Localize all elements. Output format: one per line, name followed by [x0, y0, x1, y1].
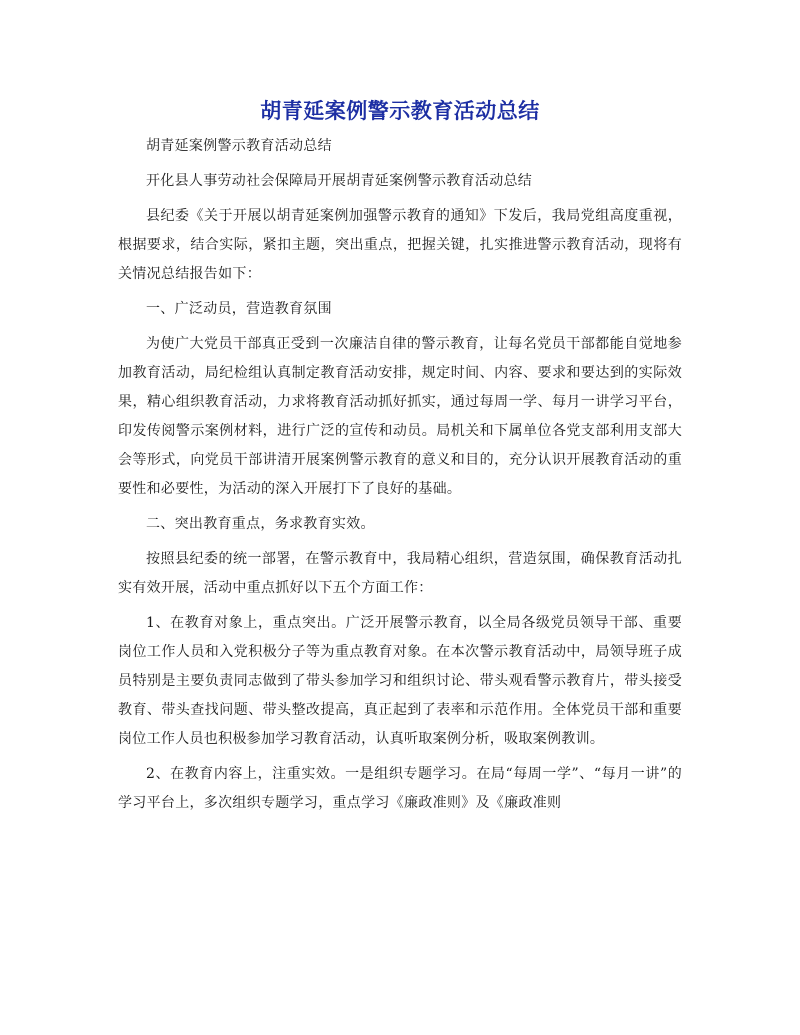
paragraph-subtitle-full: 开化县人事劳动社会保障局开展胡青延案例警示教育活动总结 — [146, 173, 533, 189]
document-title: 胡青延案例警示教育活动总结 — [260, 99, 540, 123]
paragraph-subtitle: 胡青延案例警示教育活动总结 — [146, 138, 332, 154]
section-heading-1: 一、广泛动员，营造教育氛围 — [146, 301, 332, 317]
section-heading-2: 二、突出教育重点，务求教育实效。 — [146, 516, 375, 532]
paragraph-item-1: 1、在教育对象上，重点突出。广泛开展警示教育，以全局各级党员领导干部、重要岗位工作人员和入党积极分子等为重点教育对象。在本次警示教育活动中，局领导班子成员特别是主要负责同志做到了带头参加学习和组织讨论、带头观看警示教育片，带头接受教育、带头查找问题、带头整改提高，真正起到了表率和示范作用。全体党员干部和重要岗位工作人员也积极参加学习教育活动，认真听取案例分析，吸取案例教训。 — [118, 615, 682, 747]
paragraph-item-2: 2、在教育内容上，注重实效。一是组织专题学习。在局“每周一学”、“每月一讲”的学习平台上，多次组织专题学习，重点学习《廉政准则》及《廉政准则 — [118, 766, 682, 811]
document-body — [118, 132, 682, 818]
paragraph-section-1: 为使广大党员干部真正受到一次廉洁自律的警示教育，让每名党员干部都能自觉地参加教育活动，局纪检组认真制定教育活动安排，规定时间、内容、要求和要达到的实际效果，精心组织教育活动，力求将教育活动抓好抓实，通过每周一学、每月一讲学习平台，印发传阅警示案例材料，进行广泛的宣传和动员。局机关和下属单位各党支部利用支部大会等形式，向党员干部讲清开展案例警示教育的意义和目的，充分认识开展教育活动的重要性和必要性，为活动的深入开展打下了良好的基础。 — [118, 336, 682, 497]
paragraph-intro: 县纪委《关于开展以胡青延案例加强警示教育的通知》下发后，我局党组高度重视，根据要求，结合实际，紧扣主题，突出重点，把握关键，扎实推进警示教育活动，现将有关情况总结报告如下： — [118, 208, 682, 282]
paragraph-section-2-intro: 按照县纪委的统一部署，在警示教育中，我局精心组织，营造氛围，确保教育活动扎实有效开展，活动中重点抓好以下五个方面工作： — [118, 551, 682, 596]
